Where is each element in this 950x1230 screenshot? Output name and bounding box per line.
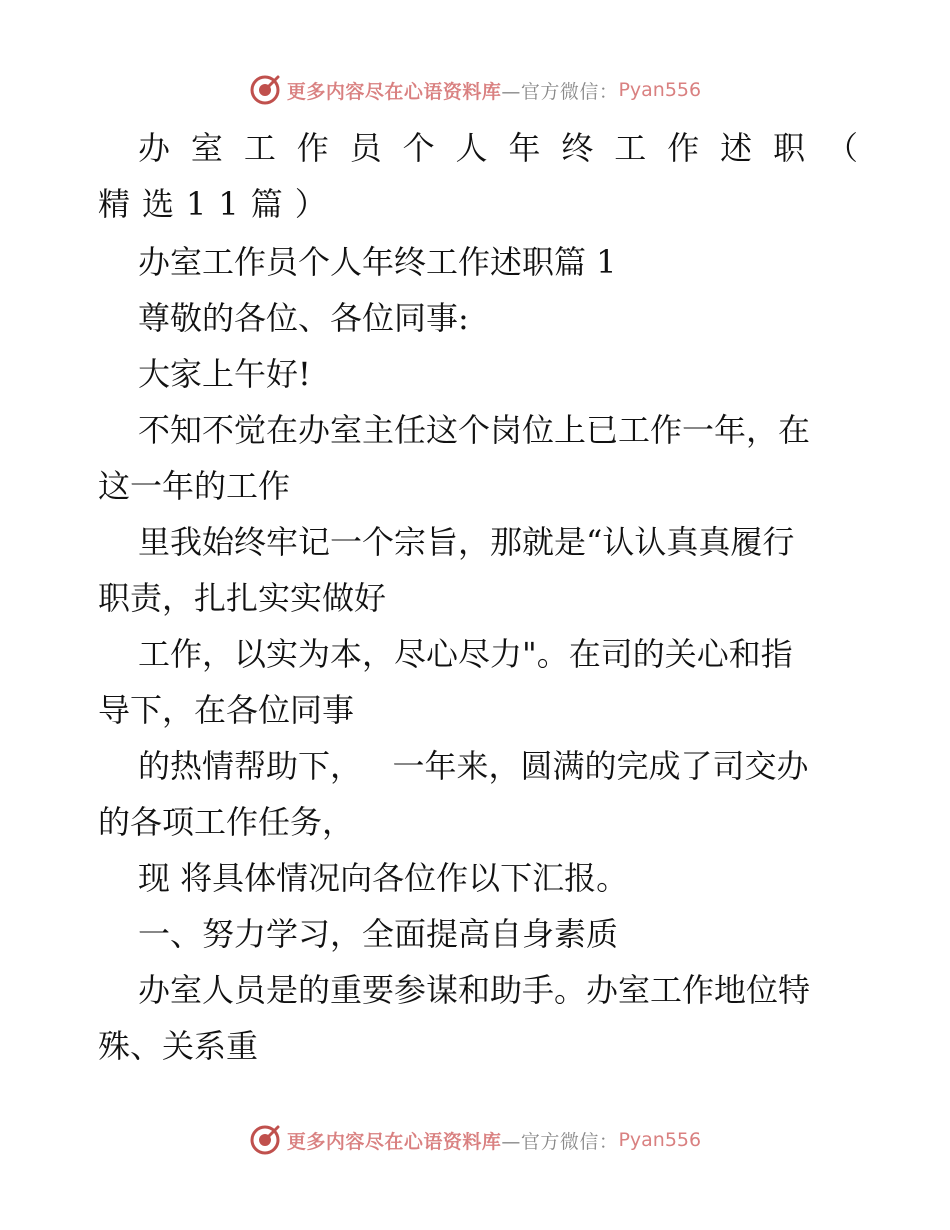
- title-char: 作: [296, 129, 329, 167]
- paragraph-line: 职责，扎扎实实做好: [98, 579, 387, 617]
- paragraph-line: 现 将具体情况向各位作以下汇报。: [138, 859, 629, 897]
- title-char: 作: [667, 129, 700, 167]
- section-heading: 一、努力学习，全面提高自身素质: [138, 915, 619, 953]
- banner-wechat-id: Pyan556: [618, 79, 702, 101]
- title-char: 办: [138, 129, 171, 167]
- brand-logo-icon: [249, 74, 281, 106]
- paragraph-line: 导下，在各位同事: [98, 691, 355, 729]
- title-char: 个: [402, 129, 435, 167]
- title-char: 人: [455, 129, 488, 167]
- title-char: 工: [243, 129, 276, 167]
- title-char: 终: [561, 129, 594, 167]
- paragraph-line: 里我始终牢记一个宗旨，那就是“认认真真履行: [138, 523, 795, 561]
- document-body: [98, 122, 858, 1074]
- title-char: 年: [508, 129, 541, 167]
- banner-separator: —官方微信：: [501, 1130, 619, 1153]
- paragraph-line: 这一年的工作: [98, 467, 291, 505]
- paragraph-line: 的各项工作任务，: [98, 803, 355, 841]
- banner-promo-text: 更多内容尽在心语资料库: [286, 80, 502, 103]
- document-title-line-1: [98, 122, 858, 174]
- document-title-line-2: 精选11篇）: [98, 185, 339, 223]
- salutation: 尊敬的各位、各位同事:: [138, 299, 469, 337]
- banner-separator: —官方微信：: [501, 80, 619, 103]
- header-banner: [0, 70, 950, 110]
- paragraph-line: 殊、关系重: [98, 1027, 259, 1065]
- banner-wechat-id: Pyan556: [618, 1129, 702, 1151]
- title-char: （: [825, 129, 858, 167]
- footer-banner: [0, 1120, 950, 1160]
- title-char: 工: [614, 129, 647, 167]
- banner-promo-text: 更多内容尽在心语资料库: [286, 1130, 502, 1153]
- brand-logo-icon: [249, 1124, 281, 1156]
- paragraph-line: 工作，以实为本，尽心尽力"。在司的关心和指: [138, 635, 793, 673]
- paragraph-line: 的热情帮助下， 一年来，圆满的完成了司交办: [138, 747, 809, 785]
- section-heading: 办室工作员个人年终工作述职篇 1: [138, 243, 617, 281]
- title-char: 职: [773, 129, 806, 167]
- paragraph-line: 不知不觉在办室主任这个岗位上已工作一年，在: [138, 411, 811, 449]
- title-char: 室: [190, 129, 223, 167]
- title-char: 员: [349, 129, 382, 167]
- greeting: 大家上午好!: [138, 355, 311, 393]
- paragraph-line: 办室人员是的重要参谋和助手。办室工作地位特: [138, 971, 811, 1009]
- title-char: 述: [720, 129, 753, 167]
